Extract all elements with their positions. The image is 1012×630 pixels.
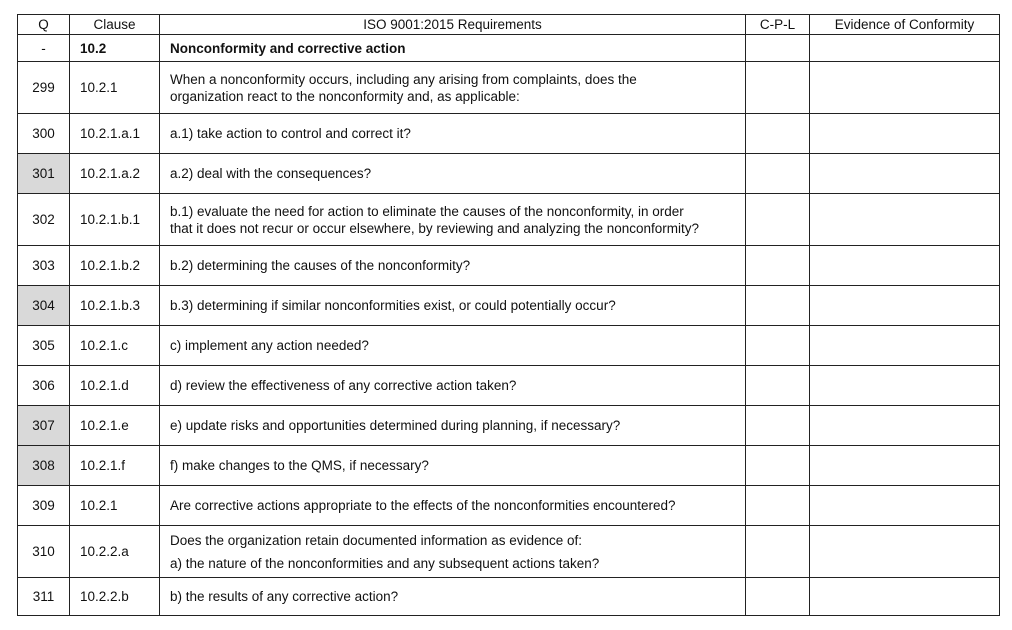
evidence-cell[interactable]: [810, 62, 1000, 114]
header-clause: Clause: [70, 15, 160, 35]
evidence-cell[interactable]: [810, 366, 1000, 406]
table-row: [18, 62, 1000, 114]
requirement-line: a) the nature of the nonconformities and any subsequent actions taken?: [170, 555, 600, 571]
cpl-cell[interactable]: [746, 446, 810, 486]
cpl-cell[interactable]: [746, 326, 810, 366]
requirement-line: When a nonconformity occurs, including any arising from complaints, does the: [170, 71, 637, 87]
evidence-cell[interactable]: [810, 406, 1000, 446]
question-number: 301: [18, 154, 70, 194]
evidence-cell[interactable]: [810, 578, 1000, 616]
evidence-cell[interactable]: [810, 486, 1000, 526]
table-row: [18, 114, 1000, 154]
question-number: 305: [18, 326, 70, 366]
table-row: [18, 578, 1000, 616]
section-q: -: [18, 35, 70, 62]
table-body: [18, 35, 1000, 616]
question-number: 303: [18, 246, 70, 286]
table-row: [18, 406, 1000, 446]
cpl-cell[interactable]: [746, 246, 810, 286]
evidence-cell[interactable]: [810, 326, 1000, 366]
header-cpl: C-P-L: [746, 15, 810, 35]
section-cpl-cell[interactable]: [746, 35, 810, 62]
clause-number: 10.2.1.e: [70, 406, 160, 446]
section-row: [18, 35, 1000, 62]
requirement-text: [160, 578, 746, 616]
requirement-line: f) make changes to the QMS, if necessary?: [170, 458, 429, 473]
clause-number: 10.2.1.b.2: [70, 246, 160, 286]
requirement-line: a.2) deal with the consequences?: [170, 166, 372, 181]
question-number: 302: [18, 194, 70, 246]
table-row: [18, 486, 1000, 526]
requirement-text: [160, 154, 746, 194]
cpl-cell[interactable]: [746, 406, 810, 446]
question-number: 309: [18, 486, 70, 526]
evidence-cell[interactable]: [810, 194, 1000, 246]
requirement-text: [160, 246, 746, 286]
table-row: [18, 246, 1000, 286]
requirement-line: a.1) take action to control and correct it?: [170, 126, 411, 141]
section-clause: 10.2: [70, 35, 160, 62]
header-q: Q: [18, 15, 70, 35]
question-number: 311: [18, 578, 70, 616]
question-number: 307: [18, 406, 70, 446]
requirement-line: e) update risks and opportunities determined during planning, if necessary?: [170, 418, 621, 433]
section-title: Nonconformity and corrective action: [160, 35, 746, 62]
requirement-text: [160, 486, 746, 526]
requirement-line: b.1) evaluate the need for action to eliminate the causes of the nonconformity, in order: [170, 203, 684, 219]
evidence-cell[interactable]: [810, 114, 1000, 154]
requirement-text: [160, 62, 746, 114]
table-row: [18, 154, 1000, 194]
cpl-cell[interactable]: [746, 286, 810, 326]
header-evidence: Evidence of Conformity: [810, 15, 1000, 35]
cpl-cell[interactable]: [746, 578, 810, 616]
question-number: 300: [18, 114, 70, 154]
cpl-cell[interactable]: [746, 114, 810, 154]
evidence-cell[interactable]: [810, 246, 1000, 286]
question-number: 304: [18, 286, 70, 326]
requirement-text: [160, 326, 746, 366]
table-row: [18, 286, 1000, 326]
requirement-line: c) implement any action needed?: [170, 338, 369, 353]
cpl-cell[interactable]: [746, 486, 810, 526]
cpl-cell[interactable]: [746, 154, 810, 194]
requirement-line: organization react to the nonconformity and, as applicable:: [170, 88, 520, 104]
clause-number: 10.2.1: [70, 486, 160, 526]
clause-number: 10.2.2.a: [70, 526, 160, 578]
clause-number: 10.2.1.d: [70, 366, 160, 406]
requirement-text: [160, 366, 746, 406]
question-number: 308: [18, 446, 70, 486]
clause-number: 10.2.1.f: [70, 446, 160, 486]
requirement-text: [160, 406, 746, 446]
evidence-cell[interactable]: [810, 526, 1000, 578]
iso-checklist-table: [17, 14, 1000, 616]
clause-number: 10.2.1.b.1: [70, 194, 160, 246]
requirement-line: Are corrective actions appropriate to the effects of the nonconformities encountered?: [170, 498, 676, 513]
clause-number: 10.2.1.c: [70, 326, 160, 366]
cpl-cell[interactable]: [746, 194, 810, 246]
evidence-cell[interactable]: [810, 286, 1000, 326]
requirement-text: [160, 526, 746, 578]
clause-number: 10.2.1.a.2: [70, 154, 160, 194]
evidence-cell[interactable]: [810, 446, 1000, 486]
requirement-text: [160, 446, 746, 486]
requirement-text: [160, 114, 746, 154]
requirement-text: [160, 194, 746, 246]
clause-number: 10.2.1.a.1: [70, 114, 160, 154]
requirement-line: Does the organization retain documented information as evidence of:: [170, 532, 583, 548]
requirement-line: that it does not recur or occur elsewhere, by reviewing and analyzing the nonconformity?: [170, 220, 700, 236]
question-number: 306: [18, 366, 70, 406]
table-row: [18, 446, 1000, 486]
header-row: [18, 15, 1000, 35]
header-requirements: ISO 9001:2015 Requirements: [160, 15, 746, 35]
evidence-cell[interactable]: [810, 154, 1000, 194]
requirement-line: b.3) determining if similar nonconformities exist, or could potentially occur?: [170, 298, 616, 313]
table-row: [18, 366, 1000, 406]
clause-number: 10.2.1: [70, 62, 160, 114]
section-evidence-cell[interactable]: [810, 35, 1000, 62]
table-row: [18, 194, 1000, 246]
question-number: 310: [18, 526, 70, 578]
requirement-line: d) review the effectiveness of any corrective action taken?: [170, 378, 517, 393]
requirement-text: [160, 286, 746, 326]
clause-number: 10.2.1.b.3: [70, 286, 160, 326]
clause-number: 10.2.2.b: [70, 578, 160, 616]
question-number: 299: [18, 62, 70, 114]
table-row: [18, 526, 1000, 578]
requirement-line: b) the results of any corrective action?: [170, 589, 399, 604]
table-row: [18, 326, 1000, 366]
cpl-cell[interactable]: [746, 366, 810, 406]
requirement-line: b.2) determining the causes of the nonconformity?: [170, 258, 471, 273]
cpl-cell[interactable]: [746, 526, 810, 578]
cpl-cell[interactable]: [746, 62, 810, 114]
